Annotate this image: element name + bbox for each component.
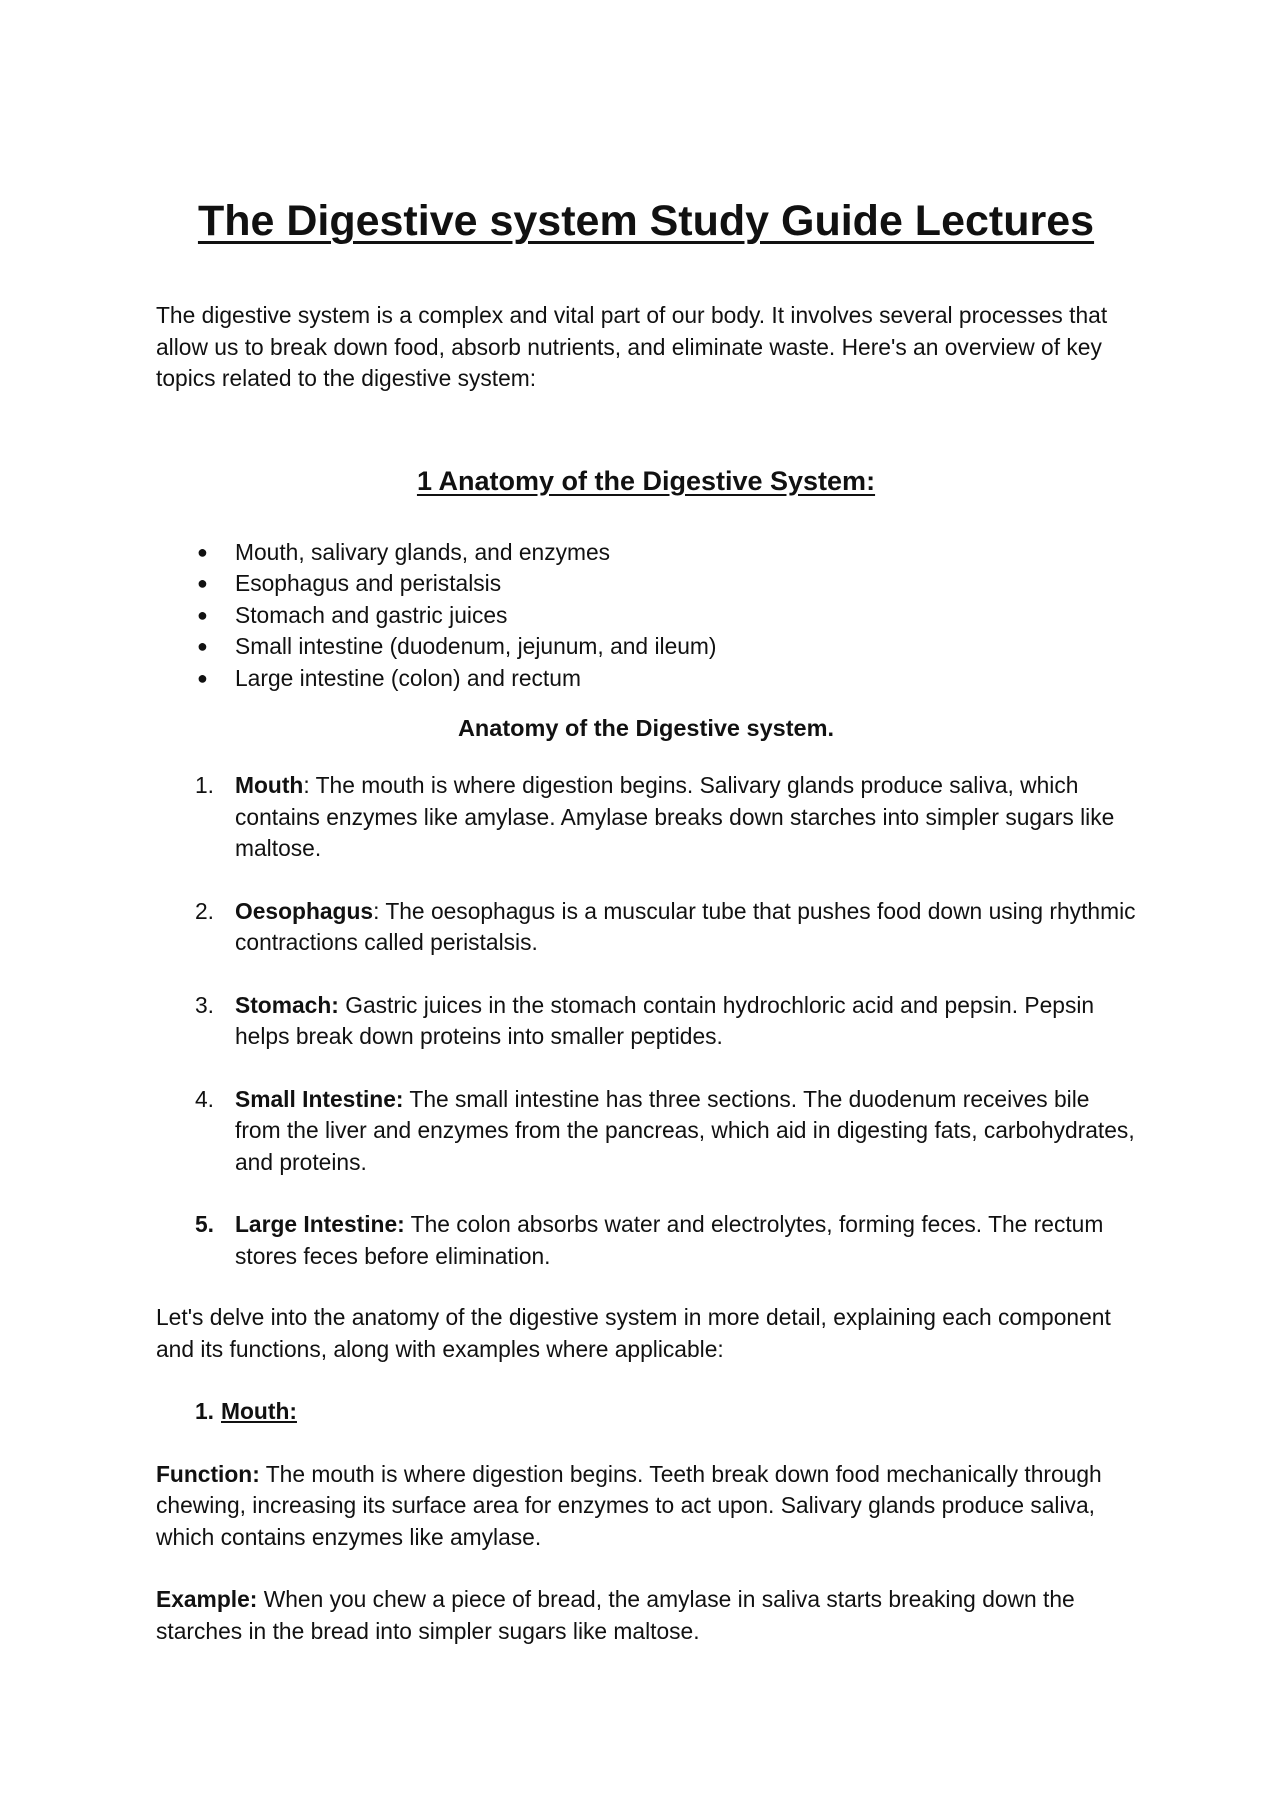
bullet-icon: ● <box>197 573 208 593</box>
example-text: When you chew a piece of bread, the amylase in saliva starts breaking down the starches in the bread into simpler sugars like maltose. <box>156 1586 1075 1644</box>
intro-paragraph: The digestive system is a complex and vital part of our body. It involves several processes that allow us to break down food, absorb nutrients, and eliminate waste. Here's an overview of key topics related to the digestive system: <box>156 302 1108 391</box>
list-item <box>195 990 1136 1053</box>
subheading-anatomy-detail: Anatomy of the Digestive system. <box>457 715 835 741</box>
list-item: ● Small intestine (duodenum, jejunum, and ileum) <box>235 631 1136 663</box>
bullet-icon: ● <box>197 604 208 625</box>
list-item <box>195 896 1136 959</box>
topic-bullet-list <box>156 537 1136 695</box>
item-number: 1. <box>195 772 215 798</box>
bullet-icon: ● <box>197 636 208 656</box>
mouth-section-number: 1. <box>195 1398 215 1424</box>
anatomy-numbered-list <box>156 770 1136 1272</box>
mouth-section-label: Mouth: <box>221 1398 297 1424</box>
section-heading-anatomy: 1 Anatomy of the Digestive System: <box>416 465 876 496</box>
function-text: The mouth is where digestion begins. Teeth break down food mechanically through chewing, increasing its surface area for enzymes to act upon. Salivary glands produce saliva, which contains enzymes like amylase. <box>156 1460 1102 1550</box>
delve-paragraph: Let's delve into the anatomy of the digestive system in more detail, explaining each component and its functions, along with examples where applicable: <box>156 1304 1111 1362</box>
item-text: : The mouth is where digestion begins. Salivary glands produce saliva, which contains enzymes like amylase. Amylase breaks down starches into simpler sugars like maltose. <box>235 772 1115 861</box>
item-text: The small intestine has three sections. The duodenum receives bile from the liver and enzymes from the pancreas, which aid in digesting fats, carbohydrates, and proteins. <box>235 1085 1135 1175</box>
example-label: Example: <box>156 1586 258 1612</box>
bullet-icon: ● <box>197 541 208 562</box>
item-text: The colon absorbs water and electrolytes, forming feces. The rectum stores feces before elimination. <box>235 1211 1104 1269</box>
item-term: Mouth <box>235 772 304 798</box>
mouth-section-heading <box>195 1396 1136 1428</box>
list-item: ● Large intestine (colon) and rectum <box>235 663 1136 695</box>
item-text: Gastric juices in the stomach contain hydrochloric acid and pepsin. Pepsin helps break down proteins into smaller peptides. <box>235 991 1095 1049</box>
list-item: ● Esophagus and peristalsis <box>235 568 1136 600</box>
item-term: Stomach: <box>235 991 339 1018</box>
list-item: ● Stomach and gastric juices <box>235 600 1136 632</box>
mouth-function-paragraph <box>156 1459 1136 1554</box>
item-term: Small Intestine: <box>235 1085 404 1112</box>
document-title: The Digestive system Study Guide Lectures <box>197 197 1095 245</box>
list-item: ● Mouth, salivary glands, and enzymes <box>235 537 1136 569</box>
list-item <box>195 770 1136 865</box>
list-item <box>195 1209 1136 1272</box>
list-item <box>195 1084 1136 1179</box>
mouth-example-paragraph <box>156 1584 1136 1647</box>
item-term: Large Intestine: <box>235 1211 405 1237</box>
document-content <box>156 192 1136 1647</box>
item-number: 2. <box>195 897 215 924</box>
item-number: 3. <box>195 991 215 1018</box>
function-label: Function: <box>156 1460 260 1487</box>
bullet-icon: ● <box>197 667 208 688</box>
item-term: Oesophagus <box>235 897 374 924</box>
item-number: 5. <box>195 1211 215 1237</box>
item-text: : The oesophagus is a muscular tube that pushes food down using rhythmic contractions called peristalsis. <box>235 897 1136 955</box>
item-number: 4. <box>195 1085 215 1112</box>
